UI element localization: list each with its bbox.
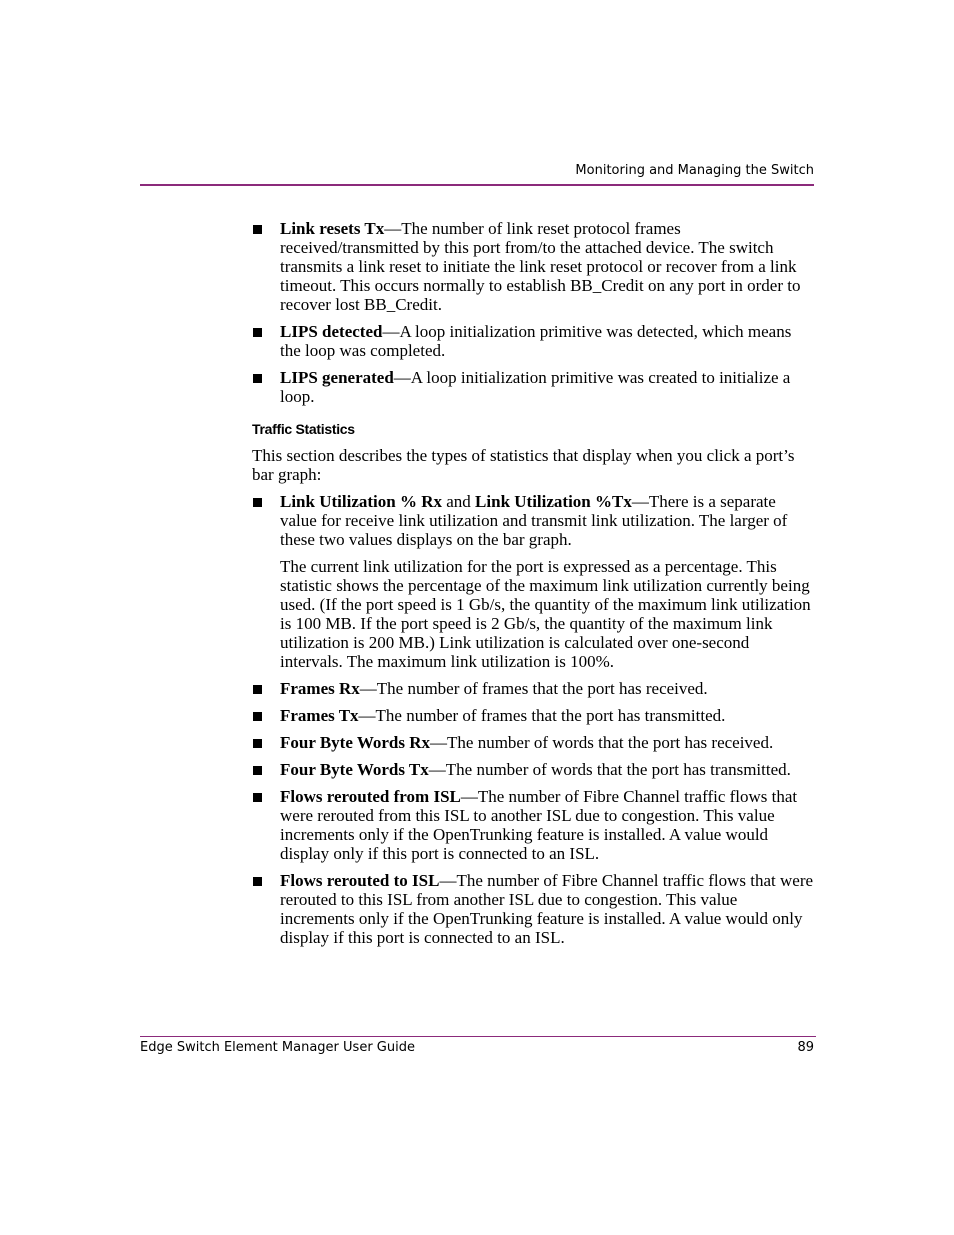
bullet-text: —A loop initialization primitive was created to initialize a loop. [280, 368, 791, 406]
bullet-text: —The number of frames that the port has transmitted. [358, 706, 726, 725]
link-utilization-detail: The current link utilization for the port is expressed as a percentage. This statistic shows the percentage of the maximum link utilization currently being used. (If the port speed is 1 Gb/s, the quantity of the maximum link utilization is 100 MB. If the port speed is 2 Gb/s, the quantity of the maximum link utilization is 200 MB.) Link utilization is calculated over one-second intervals. The maximum link utilization is 100%. [280, 557, 811, 671]
square-bullet-icon [253, 766, 262, 775]
bullet-text: —A loop initialization primitive was detected, which means the loop was completed. [280, 322, 792, 360]
bullet-frames-tx [252, 706, 814, 725]
bullet-text: —The number of words that the port has received. [430, 733, 774, 752]
footer-page-number: 89 [797, 1040, 814, 1055]
header-rule [140, 184, 814, 186]
bullet-term: LIPS detected [280, 322, 383, 341]
bullet-term: Flows rerouted to ISL [280, 871, 440, 890]
bullet-four-byte-words-rx [252, 733, 814, 752]
bullet-text: —The number of frames that the port has received. [359, 679, 708, 698]
bullet-text: —The number of Fibre Channel traffic flows that were rerouted from this ISL to another ISL due to congestion. This value increments only if the OpenTrunking feature is installed. A value would display only if this port is connected to an ISL. [280, 787, 798, 863]
bullet-term: Link Utilization %Tx [475, 492, 632, 511]
section-heading: Traffic Statistics [252, 421, 355, 437]
square-bullet-icon [253, 685, 262, 694]
square-bullet-icon [253, 328, 262, 337]
footer-doc-title: Edge Switch Element Manager User Guide [140, 1040, 415, 1055]
section-intro: This section describes the types of statistics that display when you click a port’s bar graph: [252, 446, 795, 484]
bullet-text: —The number of link reset protocol frames received/transmitted by this port from/to the attached device. The switch transmits a link reset to initiate the link reset protocol or recover from a link timeout. This occurs normally to establish BB_Credit on any port in order to recover lost BB_Credit. [280, 219, 801, 314]
square-bullet-icon [253, 374, 262, 383]
bullet-term: Frames Tx [280, 706, 359, 725]
footer-rule [140, 1036, 816, 1037]
page-body [252, 219, 814, 955]
square-bullet-icon [253, 793, 262, 802]
bullet-frames-rx [252, 679, 814, 698]
bullet-term: LIPS generated [280, 368, 394, 387]
square-bullet-icon [253, 712, 262, 721]
bullet-text: —The number of Fibre Channel traffic flows that were rerouted to this ISL from another ISL due to congestion. This value increments only if the OpenTrunking feature is installed. A value would only display if this port is connected to an ISL. [280, 871, 814, 947]
bullet-lips-generated [252, 368, 814, 406]
bullet-link-utilization [252, 492, 814, 549]
bullet-term: Flows rerouted from ISL [280, 787, 461, 806]
bullet-term: Link Utilization % Rx [280, 492, 442, 511]
bullet-text: —There is a separate value for receive link utilization and transmit link utilization. The larger of these two values displays on the bar graph. [280, 492, 788, 549]
bullet-text: —The number of words that the port has transmitted. [428, 760, 791, 779]
bullet-flows-rerouted-from-isl [252, 787, 814, 863]
bullet-term: Frames Rx [280, 679, 360, 698]
bullet-term: Four Byte Words Rx [280, 733, 431, 752]
square-bullet-icon [253, 498, 262, 507]
bullet-term: Link resets Tx [280, 219, 385, 238]
bullet-flows-rerouted-to-isl [252, 871, 814, 947]
bullet-joiner: and [442, 492, 476, 511]
bullet-link-resets-tx [252, 219, 814, 314]
bullet-lips-detected [252, 322, 814, 360]
square-bullet-icon [253, 877, 262, 886]
bullet-term: Four Byte Words Tx [280, 760, 429, 779]
bullet-four-byte-words-tx [252, 760, 814, 779]
square-bullet-icon [253, 225, 262, 234]
running-header: Monitoring and Managing the Switch [575, 163, 814, 178]
square-bullet-icon [253, 739, 262, 748]
